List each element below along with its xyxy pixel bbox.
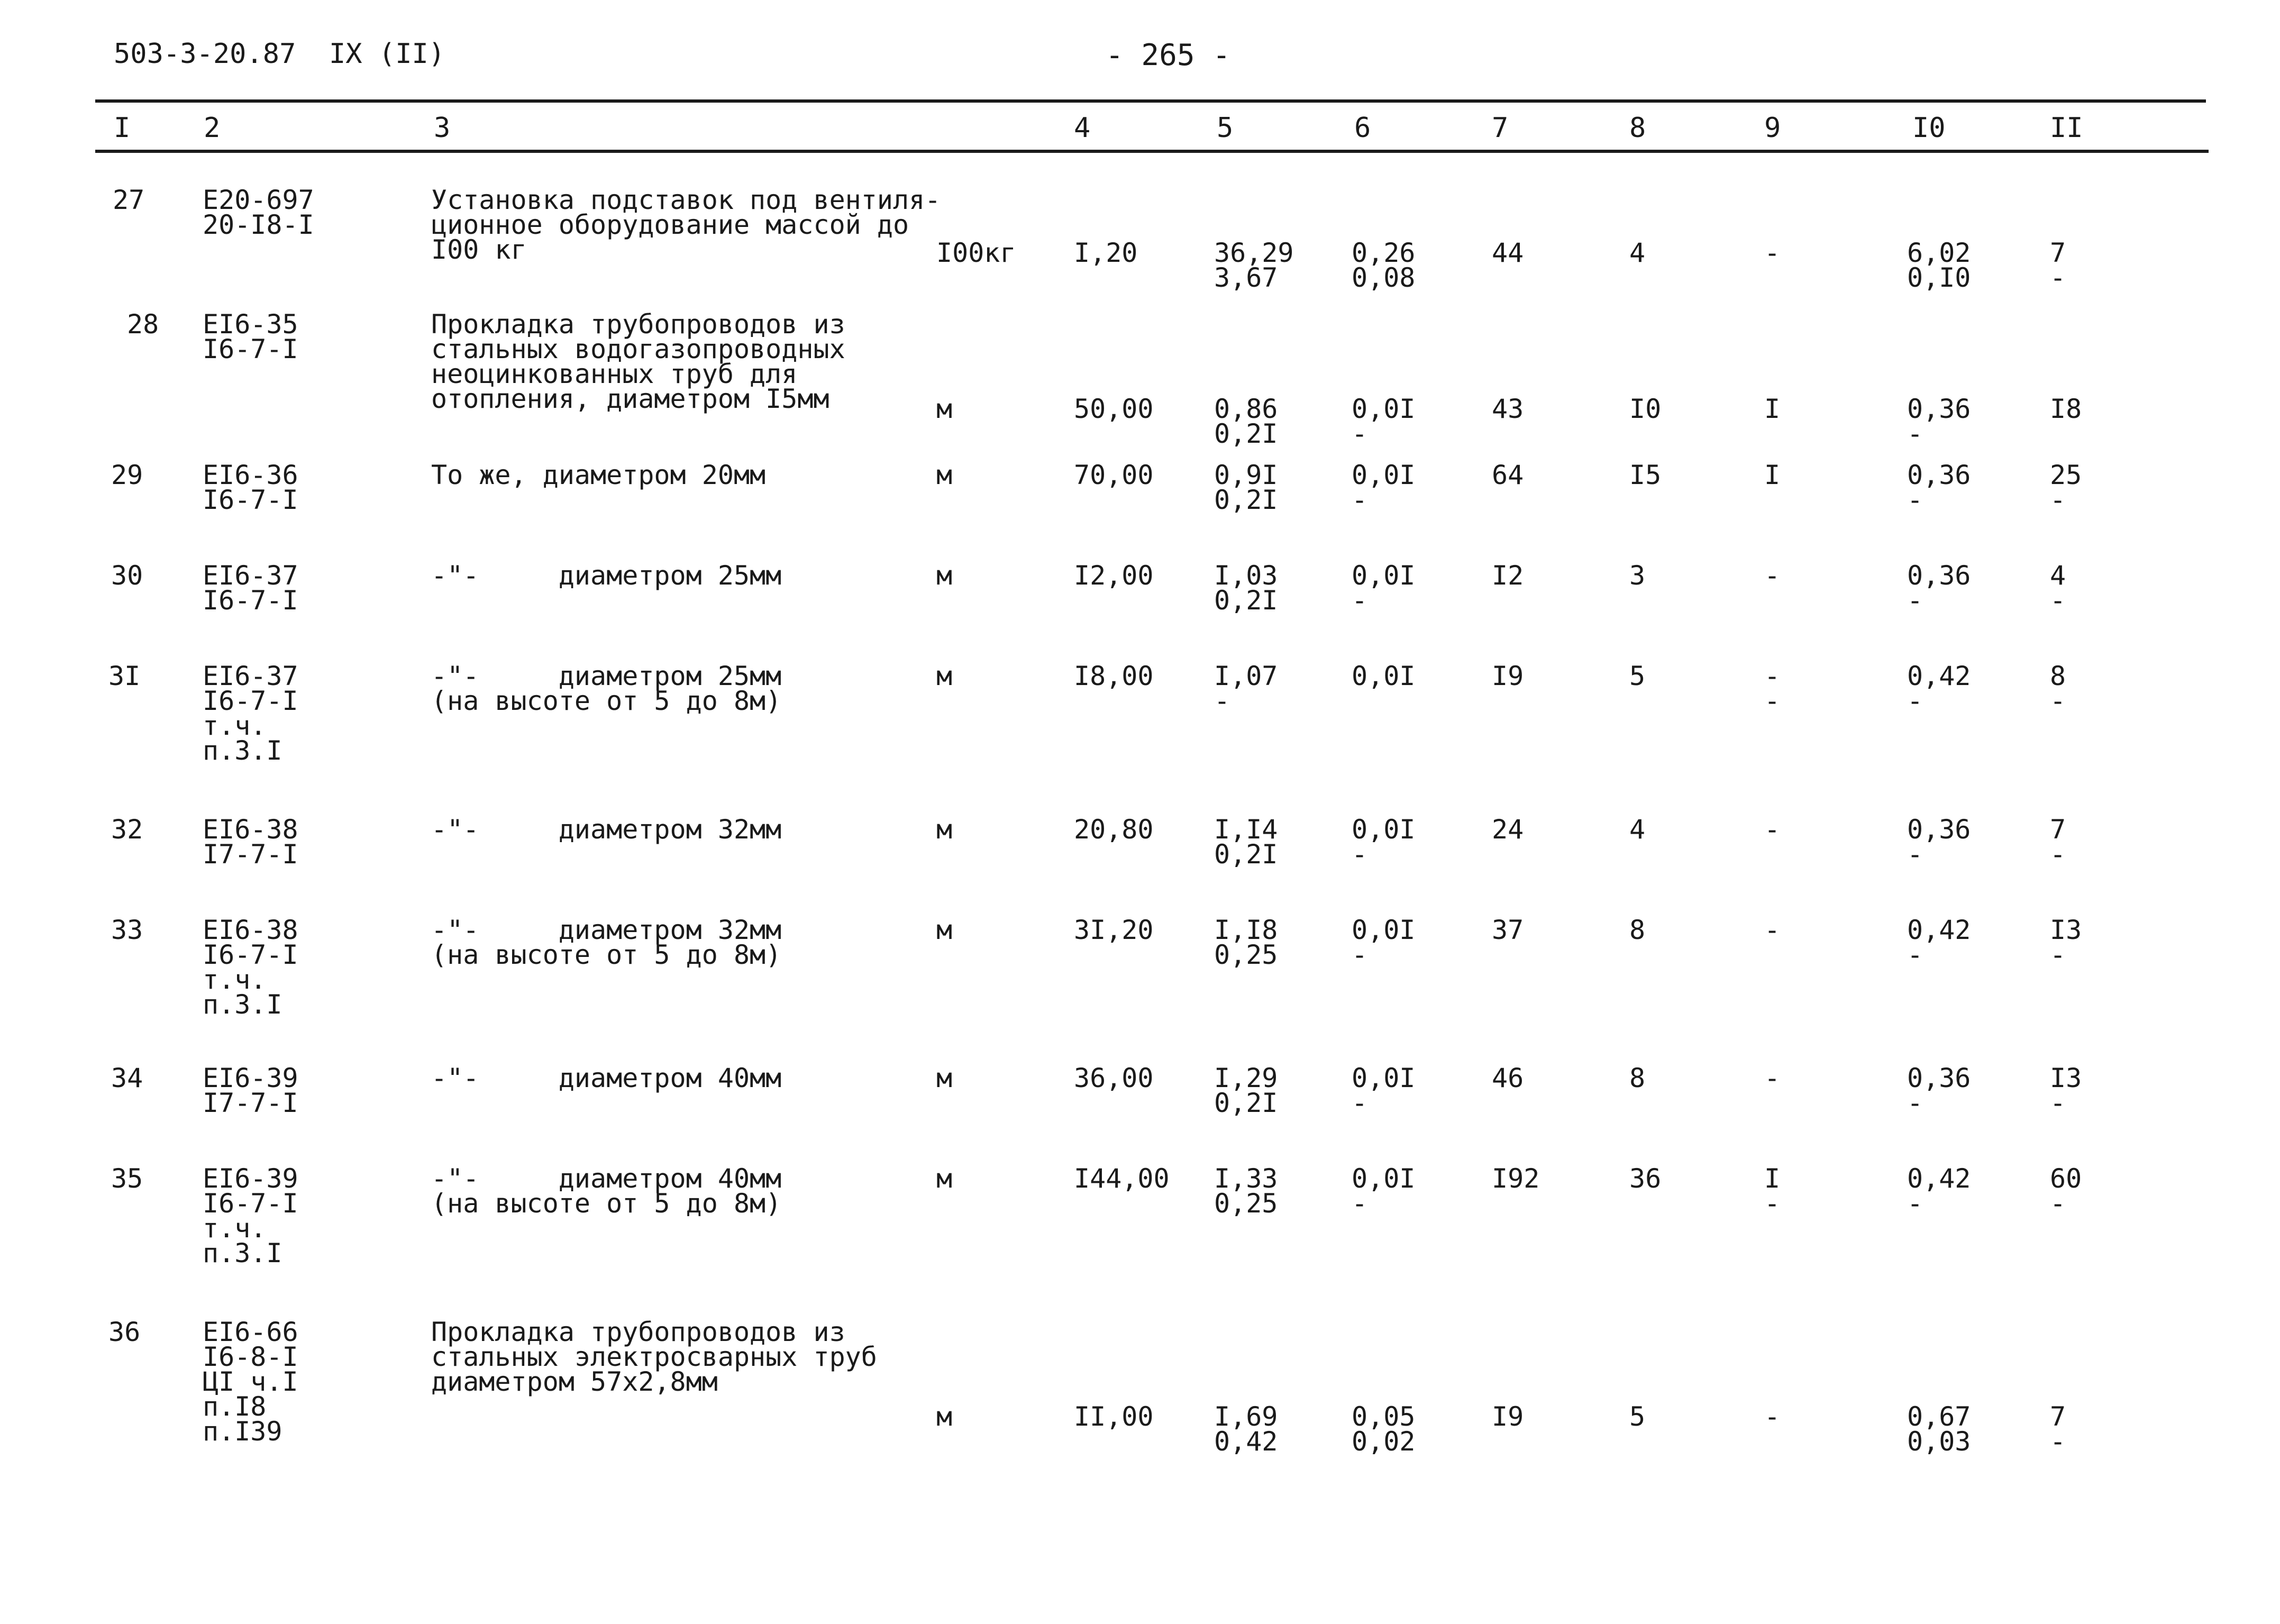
unit-cost: 0,25 <box>1214 939 1278 970</box>
labor-total: - <box>2050 1426 2066 1457</box>
rate-code: EI6-38 <box>203 814 298 845</box>
rate-code: I6-8-I <box>203 1342 298 1372</box>
total-wage: 4 <box>1629 814 1646 845</box>
unit-cost: 0,25 <box>1214 1188 1278 1219</box>
total-cost: 43 <box>1492 394 1524 424</box>
unit-cost: I,29 <box>1214 1063 1278 1093</box>
unit-wage: - <box>1352 585 1368 616</box>
unit-wage: 0,26 <box>1352 238 1416 268</box>
work-description: стальных водогазопроводных <box>431 334 845 364</box>
rate-code: EI6-66 <box>203 1317 298 1347</box>
work-description: отопления, диаметром I5мм <box>431 384 829 414</box>
col-header-9: 9 <box>1764 112 1781 144</box>
row-number: 29 <box>111 460 143 490</box>
total-cost: I92 <box>1492 1163 1540 1194</box>
unit-cost: I,03 <box>1214 560 1278 591</box>
machine-cost: I <box>1764 460 1781 490</box>
quantity: 70,00 <box>1074 460 1154 490</box>
unit-cost: - <box>1214 686 1230 716</box>
work-description: Прокладка трубопроводов из <box>431 1317 845 1347</box>
unit-of-measure: м <box>936 661 953 691</box>
machine-cost: I <box>1764 394 1781 424</box>
labor-per-unit: - <box>1907 839 1923 870</box>
unit-of-measure: м <box>936 915 953 945</box>
machine-cost: - <box>1764 1188 1781 1219</box>
col-header-4: 4 <box>1074 112 1091 144</box>
col-header-3: 3 <box>434 112 451 144</box>
machine-cost: I <box>1764 1163 1781 1194</box>
work-description: (на высоте от 5 до 8м) <box>431 686 782 716</box>
unit-cost: 0,2I <box>1214 585 1278 616</box>
labor-per-unit: - <box>1907 1088 1923 1118</box>
labor-per-unit: 0,03 <box>1907 1426 1971 1457</box>
labor-per-unit: 0,67 <box>1907 1401 1971 1432</box>
quantity: I8,00 <box>1074 661 1154 691</box>
total-cost: 64 <box>1492 460 1524 490</box>
col-header-7: 7 <box>1492 112 1509 144</box>
row-number: 27 <box>113 185 145 215</box>
labor-per-unit: - <box>1907 686 1923 716</box>
machine-cost: - <box>1764 560 1781 591</box>
machine-cost: - <box>1764 1401 1781 1432</box>
machine-cost: - <box>1764 686 1781 716</box>
unit-wage: - <box>1352 1188 1368 1219</box>
unit-wage: - <box>1352 1088 1368 1118</box>
work-description: -"- диаметром 25мм <box>431 661 782 691</box>
unit-of-measure: м <box>936 560 953 591</box>
rate-code: EI6-39 <box>203 1063 298 1093</box>
unit-wage: 0,0I <box>1352 1063 1416 1093</box>
rate-code: п.3.I <box>203 1238 282 1269</box>
work-description: I00 кг <box>431 234 527 265</box>
unit-wage: 0,0I <box>1352 915 1416 945</box>
labor-per-unit: 0,42 <box>1907 915 1971 945</box>
row-number: 28 <box>127 309 159 340</box>
labor-total: I3 <box>2050 915 2082 945</box>
machine-cost: - <box>1764 238 1781 268</box>
unit-of-measure: м <box>936 1063 953 1093</box>
work-description: неоцинкованных труб для <box>431 359 798 389</box>
quantity: I44,00 <box>1074 1163 1170 1194</box>
rate-code: EI6-39 <box>203 1163 298 1194</box>
unit-wage: 0,0I <box>1352 661 1416 691</box>
work-description: диаметром 57х2,8мм <box>431 1366 718 1397</box>
unit-wage: - <box>1352 839 1368 870</box>
labor-total: - <box>2050 939 2066 970</box>
col-header-10: I0 <box>1912 112 1946 144</box>
quantity: I,20 <box>1074 238 1138 268</box>
labor-total: I8 <box>2050 394 2082 424</box>
labor-total: - <box>2050 585 2066 616</box>
labor-total: 7 <box>2050 238 2066 268</box>
work-description: ционное оборудование массой до <box>431 209 909 240</box>
total-cost: 37 <box>1492 915 1524 945</box>
labor-per-unit: - <box>1907 418 1923 449</box>
work-description: (на высоте от 5 до 8м) <box>431 939 782 970</box>
rate-code: EI6-37 <box>203 661 298 691</box>
rate-code: п.I39 <box>203 1416 282 1447</box>
labor-per-unit: 0,36 <box>1907 460 1971 490</box>
labor-per-unit: - <box>1907 1188 1923 1219</box>
unit-wage: 0,0I <box>1352 814 1416 845</box>
labor-per-unit: 0,36 <box>1907 394 1971 424</box>
total-wage: 4 <box>1629 238 1646 268</box>
unit-cost: 0,9I <box>1214 460 1278 490</box>
unit-cost: 0,2I <box>1214 839 1278 870</box>
rate-code: ЦI ч.I <box>203 1366 298 1397</box>
unit-wage: 0,05 <box>1352 1401 1416 1432</box>
total-cost: 46 <box>1492 1063 1524 1093</box>
unit-of-measure: м <box>936 394 953 424</box>
unit-cost: I,33 <box>1214 1163 1278 1194</box>
total-wage: 5 <box>1629 661 1646 691</box>
machine-cost: - <box>1764 661 1781 691</box>
unit-cost: 36,29 <box>1214 238 1294 268</box>
labor-total: - <box>2050 485 2066 515</box>
unit-cost: 0,86 <box>1214 394 1278 424</box>
labor-total: - <box>2050 262 2066 293</box>
col-header-5: 5 <box>1217 112 1234 144</box>
labor-total: I3 <box>2050 1063 2082 1093</box>
labor-total: 4 <box>2050 560 2066 591</box>
work-description: -"- диаметром 40мм <box>431 1163 782 1194</box>
rate-code: т.ч. <box>203 964 267 995</box>
quantity: 36,00 <box>1074 1063 1154 1093</box>
header-bottom-rule <box>95 150 2209 153</box>
quantity: 20,80 <box>1074 814 1154 845</box>
row-number: 33 <box>111 915 143 945</box>
col-header-1: I <box>114 112 131 144</box>
row-number: 32 <box>111 814 143 845</box>
unit-of-measure: м <box>936 460 953 490</box>
unit-wage: - <box>1352 485 1368 515</box>
unit-cost: I,I8 <box>1214 915 1278 945</box>
unit-of-measure: м <box>936 1401 953 1432</box>
labor-per-unit: 0,36 <box>1907 560 1971 591</box>
rate-code: I6-7-I <box>203 334 298 364</box>
rate-code: EI6-35 <box>203 309 298 340</box>
unit-of-measure: м <box>936 814 953 845</box>
labor-total: - <box>2050 1188 2066 1219</box>
total-cost: I9 <box>1492 1401 1524 1432</box>
unit-wage: 0,02 <box>1352 1426 1416 1457</box>
labor-per-unit: - <box>1907 485 1923 515</box>
total-wage: 36 <box>1629 1163 1662 1194</box>
labor-total: 60 <box>2050 1163 2082 1194</box>
rate-code: п.3.I <box>203 735 282 766</box>
quantity: I2,00 <box>1074 560 1154 591</box>
unit-wage: - <box>1352 939 1368 970</box>
unit-cost: I,69 <box>1214 1401 1278 1432</box>
col-header-2: 2 <box>204 112 221 144</box>
col-header-6: 6 <box>1354 112 1371 144</box>
unit-cost: 0,2I <box>1214 485 1278 515</box>
total-cost: I9 <box>1492 661 1524 691</box>
labor-total: 8 <box>2050 661 2066 691</box>
col-header-11: II <box>2050 112 2083 144</box>
unit-cost: I,I4 <box>1214 814 1278 845</box>
document-code <box>114 38 445 70</box>
rate-code: I7-7-I <box>203 1088 298 1118</box>
unit-wage: 0,0I <box>1352 1163 1416 1194</box>
table-top-rule <box>95 99 2206 103</box>
unit-cost: 0,2I <box>1214 418 1278 449</box>
work-description: Прокладка трубопроводов из <box>431 309 845 340</box>
total-cost: I2 <box>1492 560 1524 591</box>
total-wage: 5 <box>1629 1401 1646 1432</box>
work-description: -"- диаметром 40мм <box>431 1063 782 1093</box>
rate-code: п.3.I <box>203 989 282 1020</box>
work-description: -"- диаметром 32мм <box>431 915 782 945</box>
unit-wage: - <box>1352 418 1368 449</box>
labor-per-unit: 0,I0 <box>1907 262 1971 293</box>
labor-per-unit: 0,42 <box>1907 1163 1971 1194</box>
machine-cost: - <box>1764 1063 1781 1093</box>
labor-per-unit: - <box>1907 585 1923 616</box>
total-cost: 44 <box>1492 238 1524 268</box>
total-wage: I5 <box>1629 460 1662 490</box>
unit-cost: I,07 <box>1214 661 1278 691</box>
rate-code: I6-7-I <box>203 939 298 970</box>
unit-wage: 0,08 <box>1352 262 1416 293</box>
work-description: (на высоте от 5 до 8м) <box>431 1188 782 1219</box>
unit-cost: 0,42 <box>1214 1426 1278 1457</box>
rate-code: EI6-38 <box>203 915 298 945</box>
rate-code: 20-I8-I <box>203 209 314 240</box>
total-wage: 8 <box>1629 1063 1646 1093</box>
total-cost: 24 <box>1492 814 1524 845</box>
labor-per-unit: 6,02 <box>1907 238 1971 268</box>
rate-code: т.ч. <box>203 710 267 741</box>
rate-code: I6-7-I <box>203 1188 298 1219</box>
rate-code: I6-7-I <box>203 485 298 515</box>
labor-total: - <box>2050 686 2066 716</box>
labor-per-unit: 0,36 <box>1907 1063 1971 1093</box>
unit-cost: 0,2I <box>1214 1088 1278 1118</box>
col-header-8: 8 <box>1629 112 1646 144</box>
unit-wage: 0,0I <box>1352 460 1416 490</box>
rate-code: т.ч. <box>203 1213 267 1244</box>
unit-of-measure: I00кг <box>936 238 1016 268</box>
unit-of-measure: м <box>936 1163 953 1194</box>
rate-code: EI6-36 <box>203 460 298 490</box>
quantity: II,00 <box>1074 1401 1154 1432</box>
rate-code: I6-7-I <box>203 686 298 716</box>
page-number: - 265 - <box>1106 38 1231 72</box>
total-wage: 3 <box>1629 560 1646 591</box>
doc-code-text: 503-3-20.87 <box>114 38 296 70</box>
row-number: 3I <box>108 661 141 691</box>
unit-cost: 3,67 <box>1214 262 1278 293</box>
work-description: -"- диаметром 32мм <box>431 814 782 845</box>
labor-total: - <box>2050 1088 2066 1118</box>
labor-per-unit: 0,42 <box>1907 661 1971 691</box>
quantity: 50,00 <box>1074 394 1154 424</box>
row-number: 34 <box>111 1063 143 1093</box>
work-description: То же, диаметром 20мм <box>431 460 766 490</box>
labor-total: - <box>2050 839 2066 870</box>
total-wage: I0 <box>1629 394 1662 424</box>
volume-text: IX (II) <box>329 38 445 70</box>
row-number: 36 <box>108 1317 141 1347</box>
unit-wage: 0,0I <box>1352 394 1416 424</box>
rate-code: I7-7-I <box>203 839 298 870</box>
labor-per-unit: - <box>1907 939 1923 970</box>
machine-cost: - <box>1764 814 1781 845</box>
row-number: 30 <box>111 560 143 591</box>
labor-total: 7 <box>2050 814 2066 845</box>
machine-cost: - <box>1764 915 1781 945</box>
work-description: -"- диаметром 25мм <box>431 560 782 591</box>
labor-per-unit: 0,36 <box>1907 814 1971 845</box>
rate-code: E20-697 <box>203 185 314 215</box>
rate-code: I6-7-I <box>203 585 298 616</box>
rate-code: EI6-37 <box>203 560 298 591</box>
unit-wage: 0,0I <box>1352 560 1416 591</box>
labor-total: 25 <box>2050 460 2082 490</box>
work-description: стальных электросварных труб <box>431 1342 877 1372</box>
total-wage: 8 <box>1629 915 1646 945</box>
work-description: Установка подставок под вентиля- <box>431 185 941 215</box>
labor-total: 7 <box>2050 1401 2066 1432</box>
row-number: 35 <box>111 1163 143 1194</box>
quantity: 3I,20 <box>1074 915 1154 945</box>
rate-code: п.I8 <box>203 1391 267 1422</box>
